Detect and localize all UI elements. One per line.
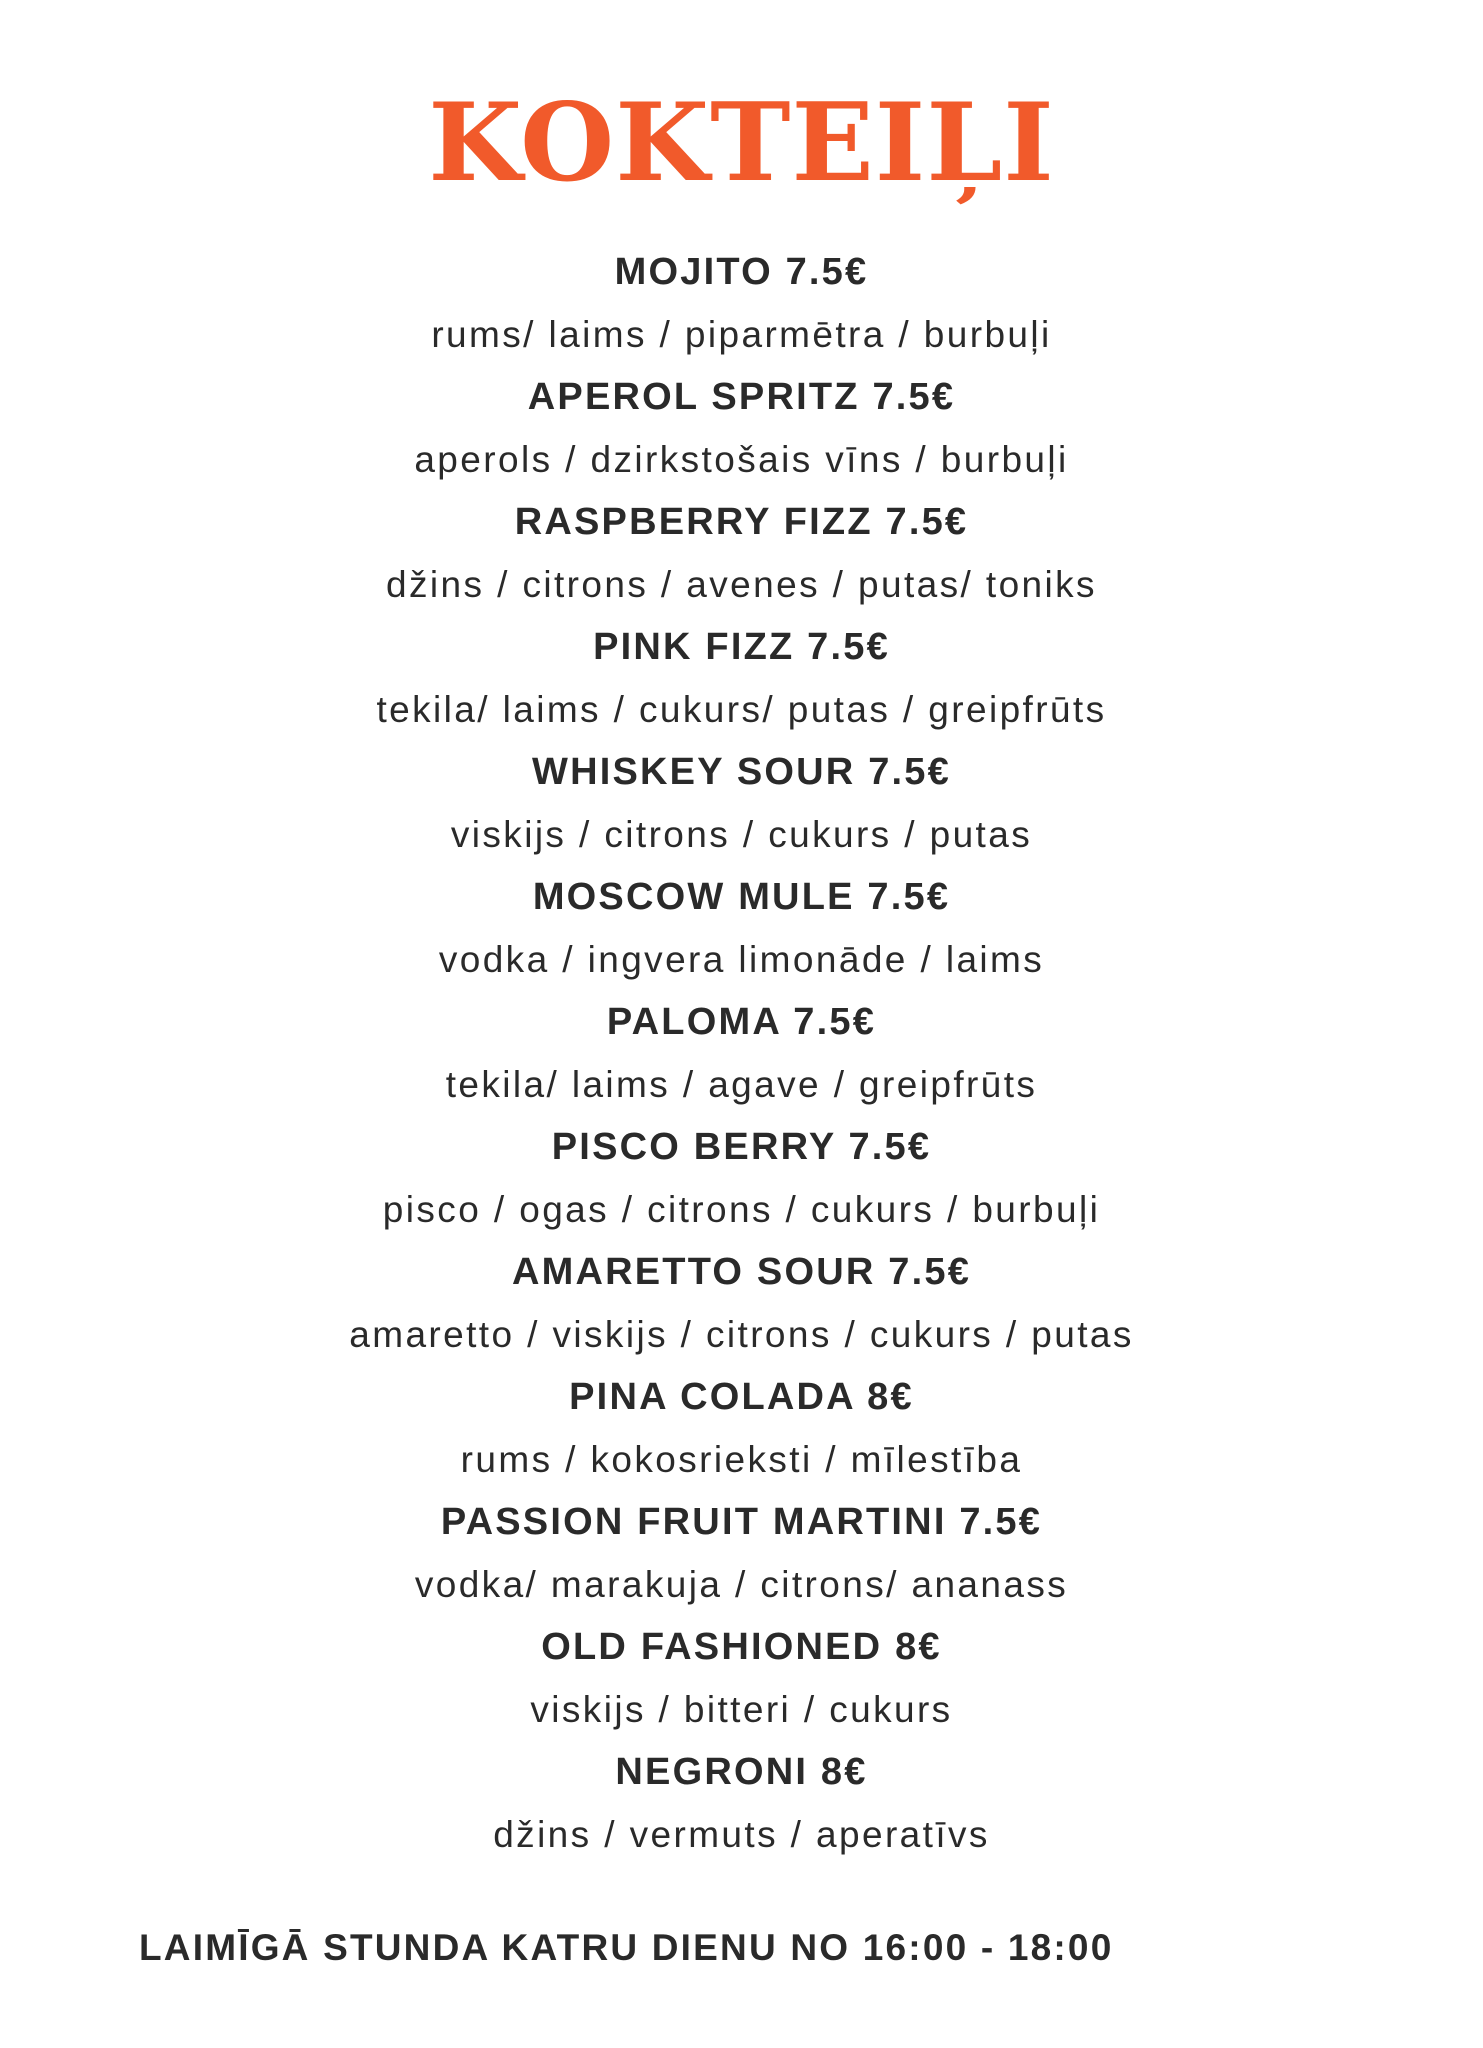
cocktail-ingredients: amaretto / viskijs / citrons / cukurs / putas [349, 1314, 1134, 1355]
cocktail-ingredients: tekila/ laims / cukurs/ putas / greipfrūts [376, 689, 1107, 730]
cocktail-name: PALOMA 7.5€ [606, 1001, 877, 1043]
cocktail-ingredients: aperols / dzirkstošais vīns / burbuļi [414, 439, 1069, 480]
menu-item [0, 241, 1483, 366]
cocktail-ingredients: vodka / ingvera limonāde / laims [438, 939, 1045, 980]
menu-item [0, 866, 1483, 991]
menu-item [0, 991, 1483, 1116]
menu-item [0, 1616, 1483, 1741]
cocktail-ingredients: džins / vermuts / aperatīvs [493, 1814, 990, 1855]
menu-item [0, 366, 1483, 491]
cocktail-ingredients: tekila/ laims / agave / greipfrūts [445, 1064, 1038, 1105]
cocktail-ingredients: vodka/ marakuja / citrons/ ananass [414, 1564, 1069, 1605]
cocktail-name: WHISKEY SOUR 7.5€ [532, 751, 951, 793]
cocktail-name: MOJITO 7.5€ [614, 251, 869, 293]
cocktail-list [0, 241, 1483, 1866]
menu-item [0, 1241, 1483, 1366]
cocktail-name: MOSCOW MULE 7.5€ [532, 876, 951, 918]
cocktail-ingredients: džins / citrons / avenes / putas/ toniks [386, 564, 1097, 605]
menu-item [0, 491, 1483, 616]
menu-item [0, 1366, 1483, 1491]
cocktail-name: PINA COLADA 8€ [569, 1376, 914, 1418]
cocktail-name: OLD FASHIONED 8€ [541, 1626, 942, 1668]
cocktail-name: PINK FIZZ 7.5€ [593, 626, 890, 668]
menu-item [0, 1741, 1483, 1866]
cocktail-name: APEROL SPRITZ 7.5€ [527, 376, 956, 418]
menu-item [0, 1491, 1483, 1616]
happy-hour-notice: LAIMĪGĀ STUNDA KATRU DIENU NO 16:00 - 18:00 [139, 1927, 1114, 1968]
cocktail-name: PASSION FRUIT MARTINI 7.5€ [440, 1501, 1043, 1543]
menu-item [0, 741, 1483, 866]
cocktail-ingredients: pisco / ogas / citrons / cukurs / burbuļi [382, 1189, 1101, 1230]
cocktail-ingredients: rums/ laims / piparmētra / burbuļi [431, 314, 1052, 355]
cocktail-name: PISCO BERRY 7.5€ [551, 1126, 932, 1168]
cocktail-name: RASPBERRY FIZZ 7.5€ [514, 501, 969, 543]
cocktail-ingredients: viskijs / citrons / cukurs / putas [450, 814, 1033, 855]
cocktail-ingredients: viskijs / bitteri / cukurs [530, 1689, 953, 1730]
cocktail-name: AMARETTO SOUR 7.5€ [511, 1251, 972, 1293]
menu-item [0, 1116, 1483, 1241]
cocktail-ingredients: rums / kokosrieksti / mīlestība [460, 1439, 1023, 1480]
menu-title: KOKTEIĻI [428, 80, 1055, 206]
menu-item [0, 616, 1483, 741]
cocktail-name: NEGRONI 8€ [615, 1751, 868, 1793]
